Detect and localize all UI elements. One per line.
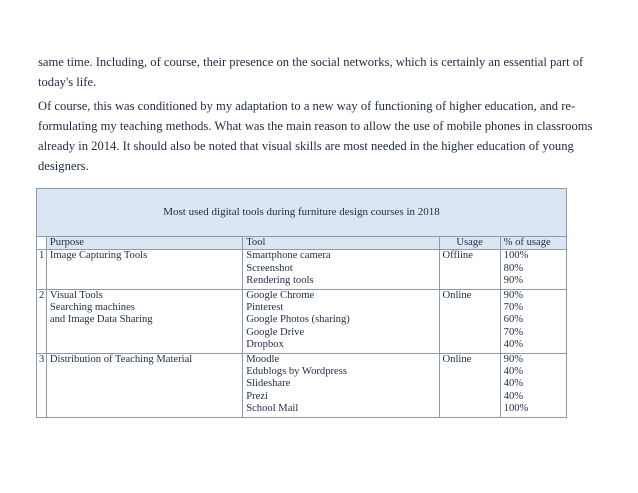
- purpose-line: Searching machines: [49, 302, 135, 314]
- table-row: [37, 353, 567, 417]
- purpose-line: Image Capturing Tools: [49, 250, 148, 262]
- tool-line: Moodle: [246, 353, 280, 365]
- tool-cell: [243, 353, 439, 417]
- percent-line: 70%: [503, 326, 524, 338]
- table-header-row: [37, 237, 567, 250]
- percent-usage-cell: [500, 353, 566, 417]
- percent-line: 40%: [503, 378, 524, 390]
- tool-line: Rendering tools: [246, 275, 314, 287]
- percent-line: 40%: [503, 390, 524, 402]
- table-caption: Most used digital tools during furniture design courses in 2018: [37, 189, 567, 237]
- tool-line: Smartphone camera: [246, 250, 331, 262]
- tool-line: Dropbox: [246, 339, 284, 351]
- table-row: [37, 250, 567, 289]
- tool-line: Slideshare: [246, 378, 291, 390]
- tool-line: Screenshot: [246, 262, 293, 274]
- percent-line: 100%: [503, 403, 529, 415]
- tool-line: Google Drive: [246, 326, 305, 338]
- tool-line: School Mail: [246, 403, 299, 415]
- row-number-cell: 1: [37, 250, 47, 289]
- header-purpose: Purpose: [46, 237, 242, 250]
- percent-line: 70%: [503, 302, 524, 314]
- percent-line: 40%: [503, 366, 524, 378]
- table-row: [37, 289, 567, 353]
- row-number-cell: 3: [37, 353, 47, 417]
- header-usage: Usage: [439, 237, 500, 250]
- purpose-line: Visual Tools: [49, 289, 103, 301]
- tool-cell: [243, 250, 439, 289]
- percent-line: 90%: [503, 289, 524, 301]
- percent-line: 40%: [503, 339, 524, 351]
- digital-tools-table: [36, 188, 567, 418]
- tool-line: Google Photos (sharing): [246, 314, 350, 326]
- percent-usage-cell: [500, 289, 566, 353]
- tool-cell: [243, 289, 439, 353]
- tool-line: Google Chrome: [246, 289, 315, 301]
- percent-usage-cell: [500, 250, 566, 289]
- purpose-cell: [46, 353, 242, 417]
- purpose-cell: [46, 250, 242, 289]
- usage-cell: Online: [439, 353, 500, 417]
- row-number-cell: 2: [37, 289, 47, 353]
- header-tool: Tool: [243, 237, 439, 250]
- tool-line: Pinterest: [246, 302, 284, 314]
- percent-line: 80%: [503, 262, 524, 274]
- percent-line: 100%: [503, 250, 529, 262]
- percent-line: 90%: [503, 353, 524, 365]
- percent-line: 60%: [503, 314, 524, 326]
- paragraph-2: Of course, this was conditioned by my adaptation to a new way of functioning of higher education, and re-formulating my teaching methods. What was the main reason to allow the use of mobile phones in classrooms already in 2014. It should also be noted that visual skills are most needed in the higher education of young designers.: [38, 99, 593, 173]
- usage-cell: Online: [439, 289, 500, 353]
- percent-line: 90%: [503, 275, 524, 287]
- purpose-line: Distribution of Teaching Material: [49, 353, 193, 365]
- tool-line: Prezi: [246, 390, 268, 402]
- purpose-cell: [46, 289, 242, 353]
- tool-line: Edublogs by Wordpress: [246, 366, 347, 378]
- purpose-line: and Image Data Sharing: [49, 314, 153, 326]
- header-number: [37, 237, 47, 250]
- header-percent-usage: % of usage: [500, 237, 566, 250]
- paragraph-1: same time. Including, of course, their presence on the social networks, which is certainly an essential part of today's life.: [38, 55, 584, 89]
- usage-cell: Offline: [439, 250, 500, 289]
